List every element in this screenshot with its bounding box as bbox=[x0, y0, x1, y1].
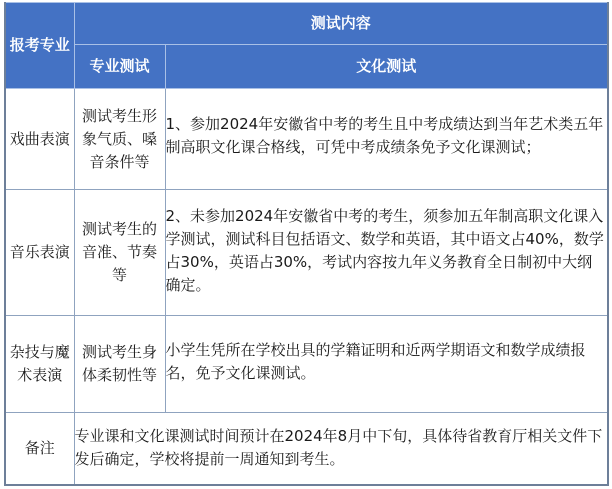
major-line: 杂技与魔 bbox=[9, 343, 70, 361]
header-test-content: 测试内容 bbox=[74, 3, 608, 45]
major-name bbox=[5, 316, 74, 413]
header-professional-test: 专业测试 bbox=[74, 45, 165, 89]
professional-line: 音条件等 bbox=[89, 152, 150, 171]
professional-line: 测试考生身 bbox=[81, 343, 157, 361]
table-row-note bbox=[5, 413, 608, 485]
professional-line: 测试考生的 bbox=[81, 220, 157, 238]
cultural-test-item-3: 小学生凭所在学校出具的学籍证明和近两学期语文和数学成绩报名，免予文化课测试。 bbox=[165, 316, 608, 413]
table-row bbox=[5, 190, 608, 316]
professional-test-desc bbox=[74, 316, 165, 413]
professional-line: 体柔韧性等 bbox=[81, 366, 157, 384]
professional-line: 象气质、嗓 bbox=[81, 129, 157, 148]
table-row bbox=[5, 316, 608, 413]
professional-test-desc bbox=[74, 89, 165, 190]
major-name: 音乐表演 bbox=[5, 190, 74, 316]
professional-test-desc bbox=[74, 190, 165, 316]
professional-line: 音准、节奏 bbox=[81, 243, 157, 261]
major-name: 戏曲表演 bbox=[5, 89, 74, 190]
cultural-test-item-1: 1、参加2024年安徽省中考的考生且中考成绩达到当年艺术类五年制高职文化课合格线，可凭中考成绩条免予文化课测试； bbox=[165, 89, 608, 190]
note-label: 备注 bbox=[5, 413, 74, 485]
professional-line: 等 bbox=[111, 266, 127, 284]
cultural-test-item-2: 2、未参加2024年安徽省中考的考生，须参加五年制高职文化课入学测试，测试科目包括语文、数学和英语，其中语文占40%，数学占30%，英语占30%，考试内容按九年义务教育全日制初中大纲确定。 bbox=[165, 190, 608, 316]
professional-line: 测试考生形 bbox=[81, 106, 157, 125]
admission-test-table bbox=[4, 2, 609, 486]
major-line: 术表演 bbox=[17, 366, 63, 384]
header-major: 报考专业 bbox=[5, 3, 74, 89]
note-text: 专业课和文化课测试时间预计在2024年8月中下旬，具体待省教育厅相关文件下发后确定，学校将提前一周通知到考生。 bbox=[74, 413, 608, 485]
table-row bbox=[5, 89, 608, 190]
header-cultural-test: 文化测试 bbox=[165, 45, 608, 89]
